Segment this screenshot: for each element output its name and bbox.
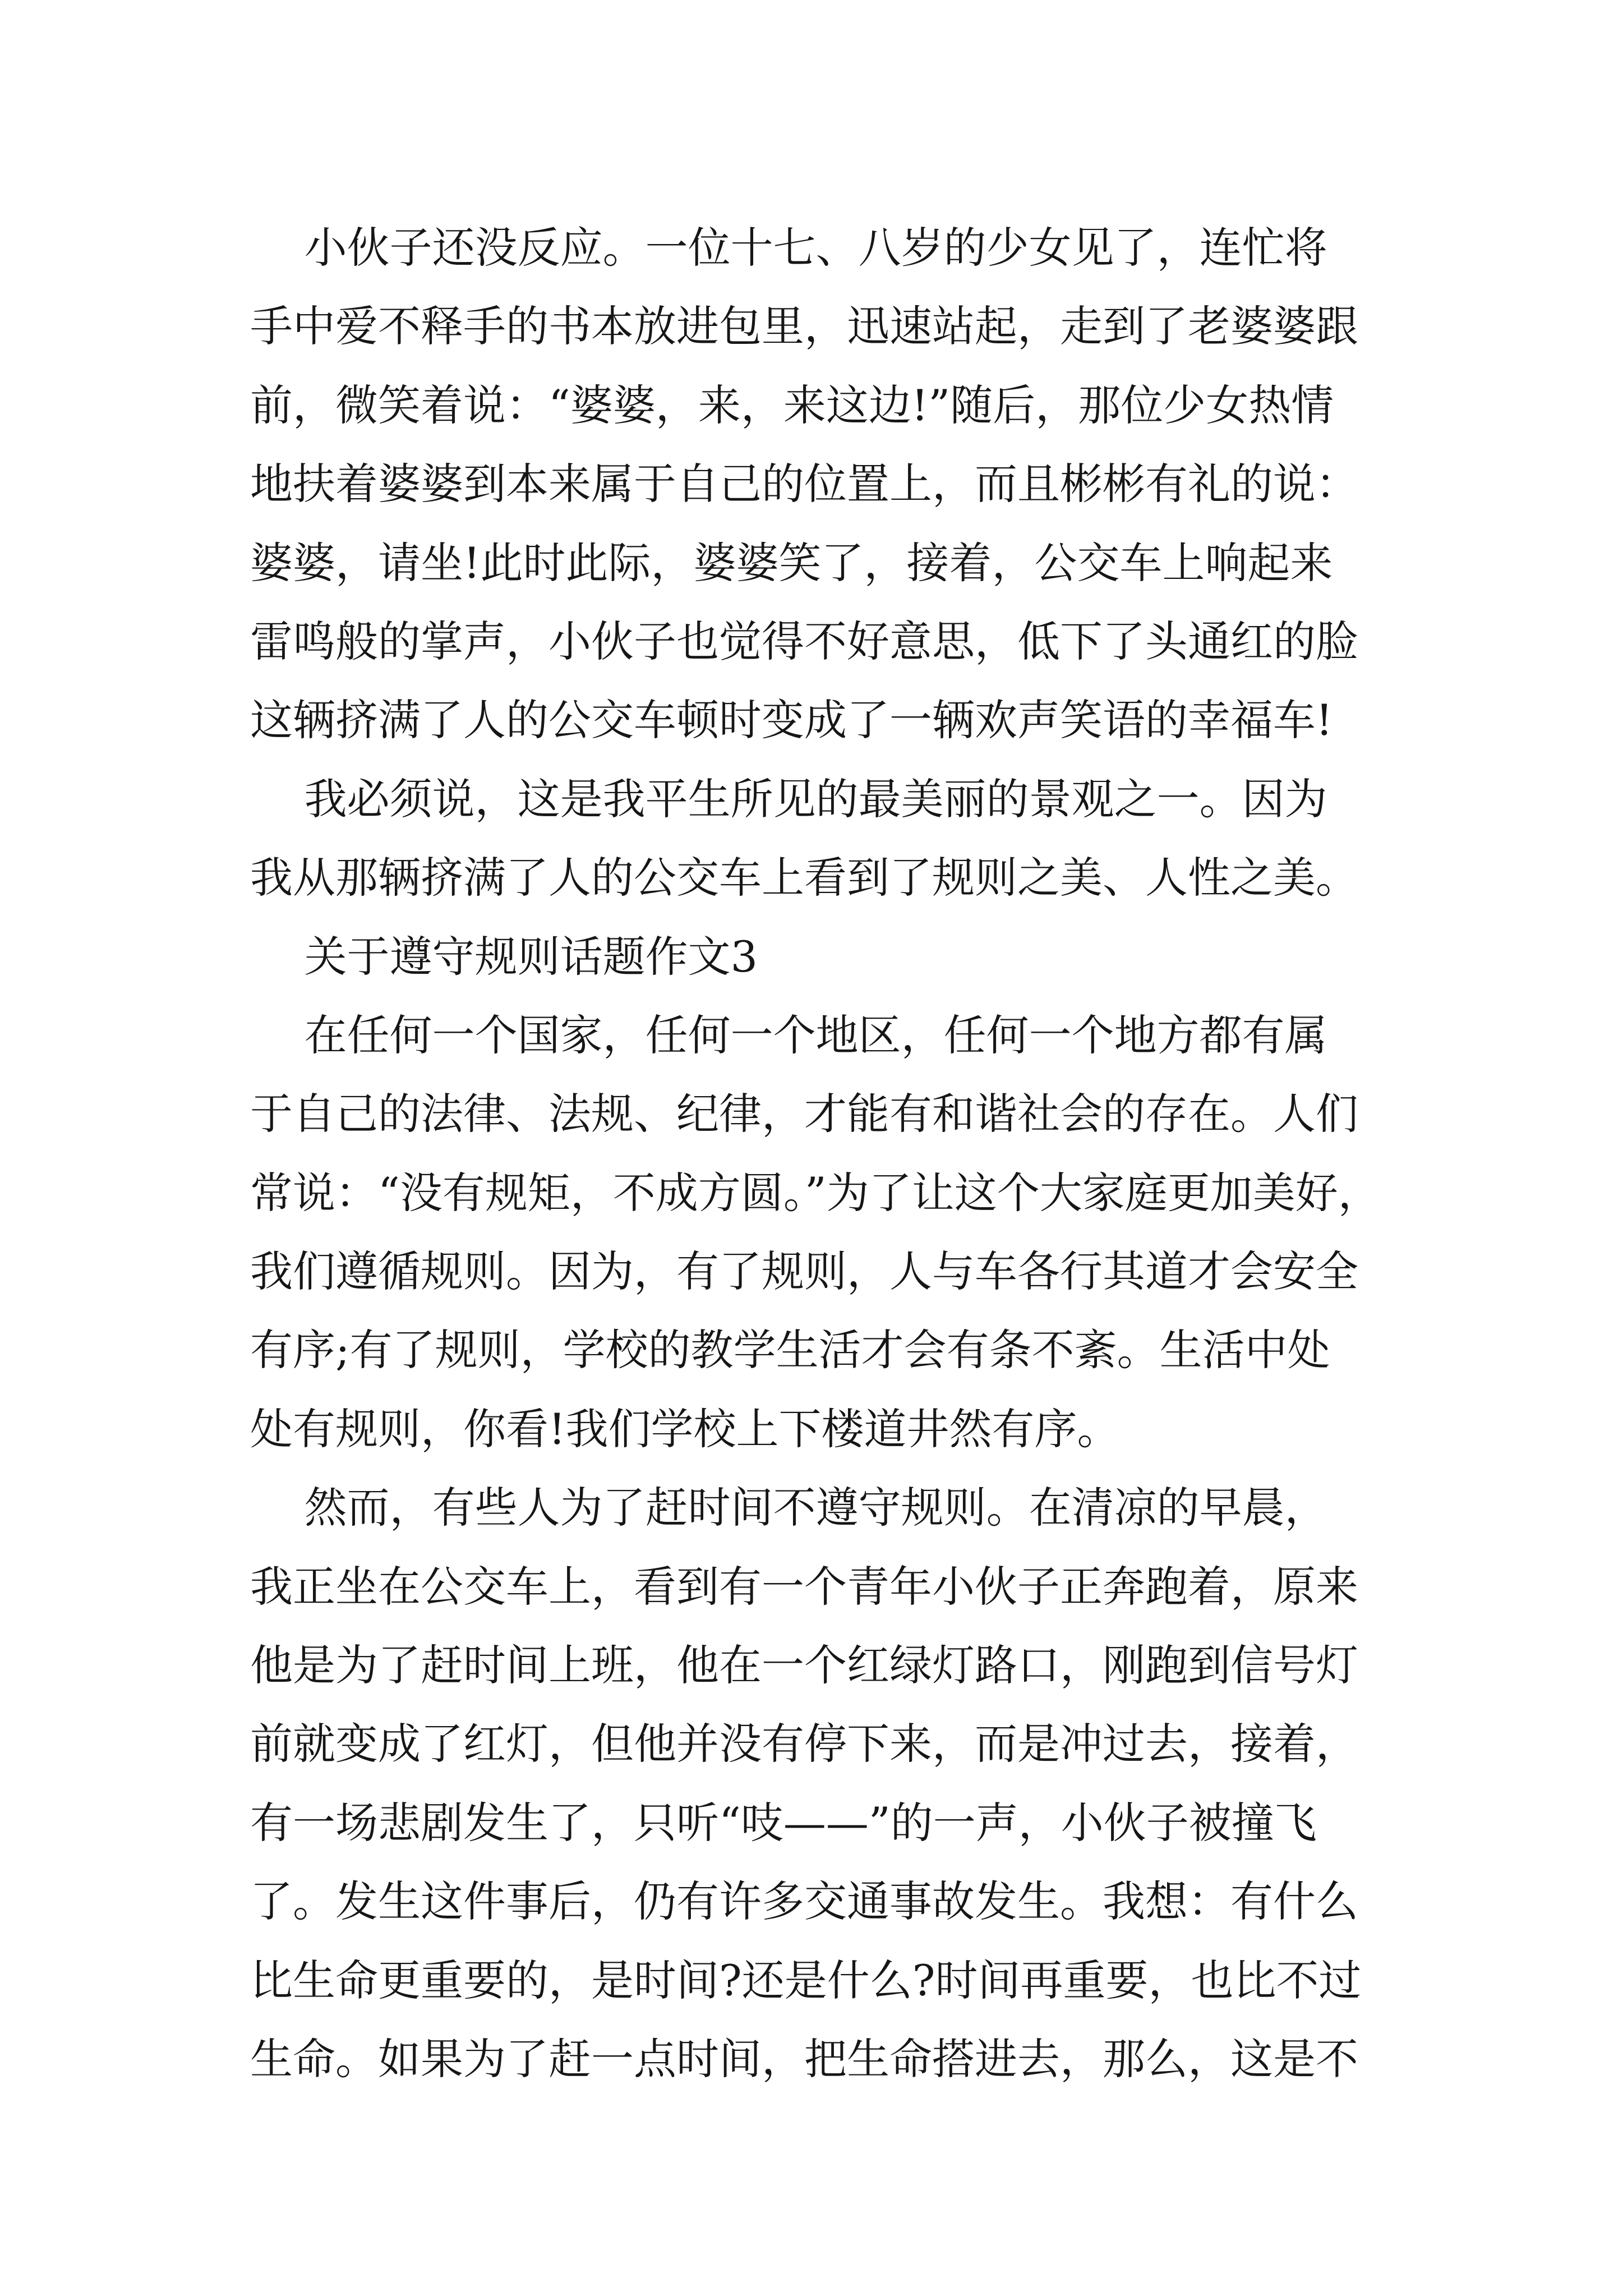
text-line: 处有规则，你看!我们学校上下楼道井然有序。 bbox=[250, 1404, 1120, 1454]
text-line: 于自己的法律、法规、纪律，才能有和谐社会的存在。人们 bbox=[250, 1089, 1358, 1139]
text-line: 我必须说，这是我平生所见的最美丽的景观之一。因为 bbox=[250, 774, 1327, 824]
body-text bbox=[250, 209, 1400, 2099]
text-line: 手中爱不释手的书本放进包里，迅速站起，走到了老婆婆跟 bbox=[250, 301, 1358, 352]
text-line: 关于遵守规则话题作文3 bbox=[250, 931, 758, 982]
text-line: 我正坐在公交车上，看到有一个青年小伙子正奔跑着，原来 bbox=[250, 1561, 1358, 1612]
text-line: 前，微笑着说：“婆婆，来，来这边!”随后，那位少女热情 bbox=[250, 380, 1334, 430]
text-line: 了。发生这件事后，仍有许多交通事故发生。我想：有什么 bbox=[250, 1876, 1358, 1927]
text-line: 有序;有了规则，学校的教学生活才会有条不紊。生活中处 bbox=[250, 1325, 1330, 1375]
text-line: 然而，有些人为了赶时间不遵守规则。在清凉的早晨， bbox=[250, 1483, 1327, 1533]
text-line: 我们遵循规则。因为，有了规则，人与车各行其道才会安全 bbox=[250, 1246, 1358, 1297]
text-line: 他是为了赶时间上班，他在一个红绿灯路口，刚跑到信号灯 bbox=[250, 1640, 1358, 1691]
text-line: 在任何一个国家，任何一个地区，任何一个地方都有属 bbox=[250, 1010, 1327, 1060]
text-line: 我从那辆挤满了人的公交车上看到了规则之美、人性之美。 bbox=[250, 853, 1358, 903]
text-line: 地扶着婆婆到本来属于自己的位置上，而且彬彬有礼的说： bbox=[250, 459, 1358, 509]
text-line: 有一场悲剧发生了，只听“吱——”的一声，小伙子被撞飞 bbox=[250, 1797, 1317, 1848]
text-line: 小伙子还没反应。一位十七、八岁的少女见了，连忙将 bbox=[250, 223, 1327, 273]
text-line: 常说：“没有规矩，不成方圆。”为了让这个大家庭更加美好， bbox=[250, 1167, 1381, 1218]
text-line: 生命。如果为了赶一点时间，把生命搭进去，那么，这是不 bbox=[250, 2033, 1358, 2084]
text-line: 婆婆，请坐!此时此际，婆婆笑了，接着，公交车上响起来 bbox=[250, 537, 1333, 588]
text-line: 雷鸣般的掌声，小伙子也觉得不好意思，低下了头通红的脸 bbox=[250, 616, 1358, 666]
text-line: 这辆挤满了人的公交车顿时变成了一辆欢声笑语的幸福车! bbox=[250, 695, 1333, 746]
text-line: 前就变成了红灯，但他并没有停下来，而是冲过去，接着， bbox=[250, 1719, 1358, 1769]
text-line: 比生命更重要的，是时间?还是什么?时间再重要，也比不过 bbox=[250, 1955, 1362, 2005]
